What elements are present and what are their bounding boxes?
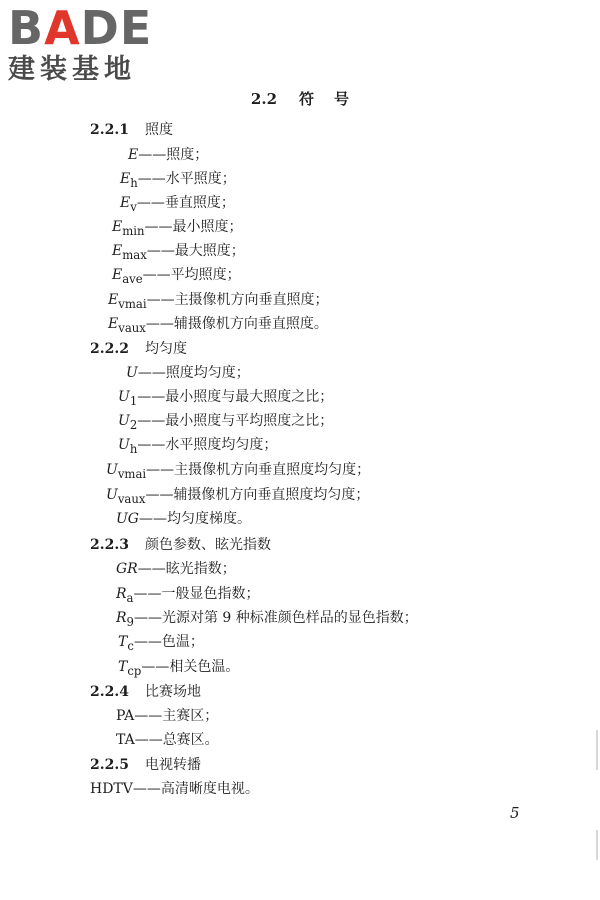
symbol-entry: $U_{vmai}——$主摄像机方向垂直照度均匀度； bbox=[106, 462, 371, 481]
symbol-entry: $E_{vaux}——$辅摄像机方向垂直照度。 bbox=[108, 316, 328, 335]
symbol-entry: $U_1——$最小照度与最大照度之比； bbox=[118, 389, 334, 408]
symbol-entry: GR——眩光指数； bbox=[116, 561, 236, 577]
symbol-entry: $E_{min}——$最小照度； bbox=[112, 219, 243, 238]
logo-wordmark: BADE bbox=[8, 1, 153, 55]
symbol-entry: $R_a——$一般显色指数； bbox=[116, 586, 260, 605]
subsection-heading: 2.2.5 电视转播 bbox=[90, 757, 201, 773]
symbol-entry: $E_{vmai}——$主摄像机方向垂直照度； bbox=[108, 292, 329, 311]
section-title-char-1: 符 bbox=[299, 90, 315, 108]
symbol-entry: TA——总赛区。 bbox=[116, 732, 219, 748]
symbol-entry: $U_{vaux}——$辅摄像机方向垂直照度均匀度； bbox=[106, 487, 370, 506]
scan-edge-mark bbox=[596, 730, 598, 770]
symbol-entry: HDTV——高清晰度电视。 bbox=[90, 781, 259, 797]
subsection-heading: 2.2.3 颜色参数、眩光指数 bbox=[90, 537, 271, 553]
symbol-entry: $U_2——$最小照度与平均照度之比； bbox=[118, 413, 334, 432]
symbol-entry: $E_v——$垂直照度； bbox=[120, 195, 235, 214]
section-title bbox=[0, 88, 600, 109]
symbol-entry: $T_c——$色温； bbox=[118, 634, 204, 653]
symbol-entry: $E_{max}——$最大照度； bbox=[112, 243, 245, 262]
subsection-heading: 2.2.4 比赛场地 bbox=[90, 684, 201, 700]
symbol-entry: PA——主赛区； bbox=[116, 708, 219, 724]
symbol-entry: U——照度均匀度； bbox=[126, 365, 250, 381]
symbol-entry: $T_{cp}——$相关色温。 bbox=[118, 659, 240, 678]
symbol-entry: $E_{ave}——$平均照度； bbox=[112, 267, 241, 286]
symbol-entry: E——照度； bbox=[128, 147, 209, 163]
symbol-entry: $R_9——$光源对第 9 种标准颜色样品的显色指数； bbox=[116, 610, 418, 629]
logo-subtitle: 建装基地 bbox=[8, 54, 136, 85]
page-number: 5 bbox=[510, 804, 520, 822]
scan-edge-mark bbox=[596, 830, 598, 860]
subsection-heading: 2.2.2 均匀度 bbox=[90, 341, 187, 357]
symbol-entry: UG——均匀度梯度。 bbox=[116, 511, 251, 527]
symbol-entry: $E_h——$水平照度； bbox=[120, 171, 236, 190]
bade-logo bbox=[8, 1, 178, 88]
subsection-heading: 2.2.1 照度 bbox=[90, 122, 173, 138]
section-title-char-2: 号 bbox=[334, 90, 350, 108]
symbol-entry: $U_h——$水平照度均匀度； bbox=[118, 437, 278, 456]
section-number: 2.2 bbox=[250, 90, 278, 108]
